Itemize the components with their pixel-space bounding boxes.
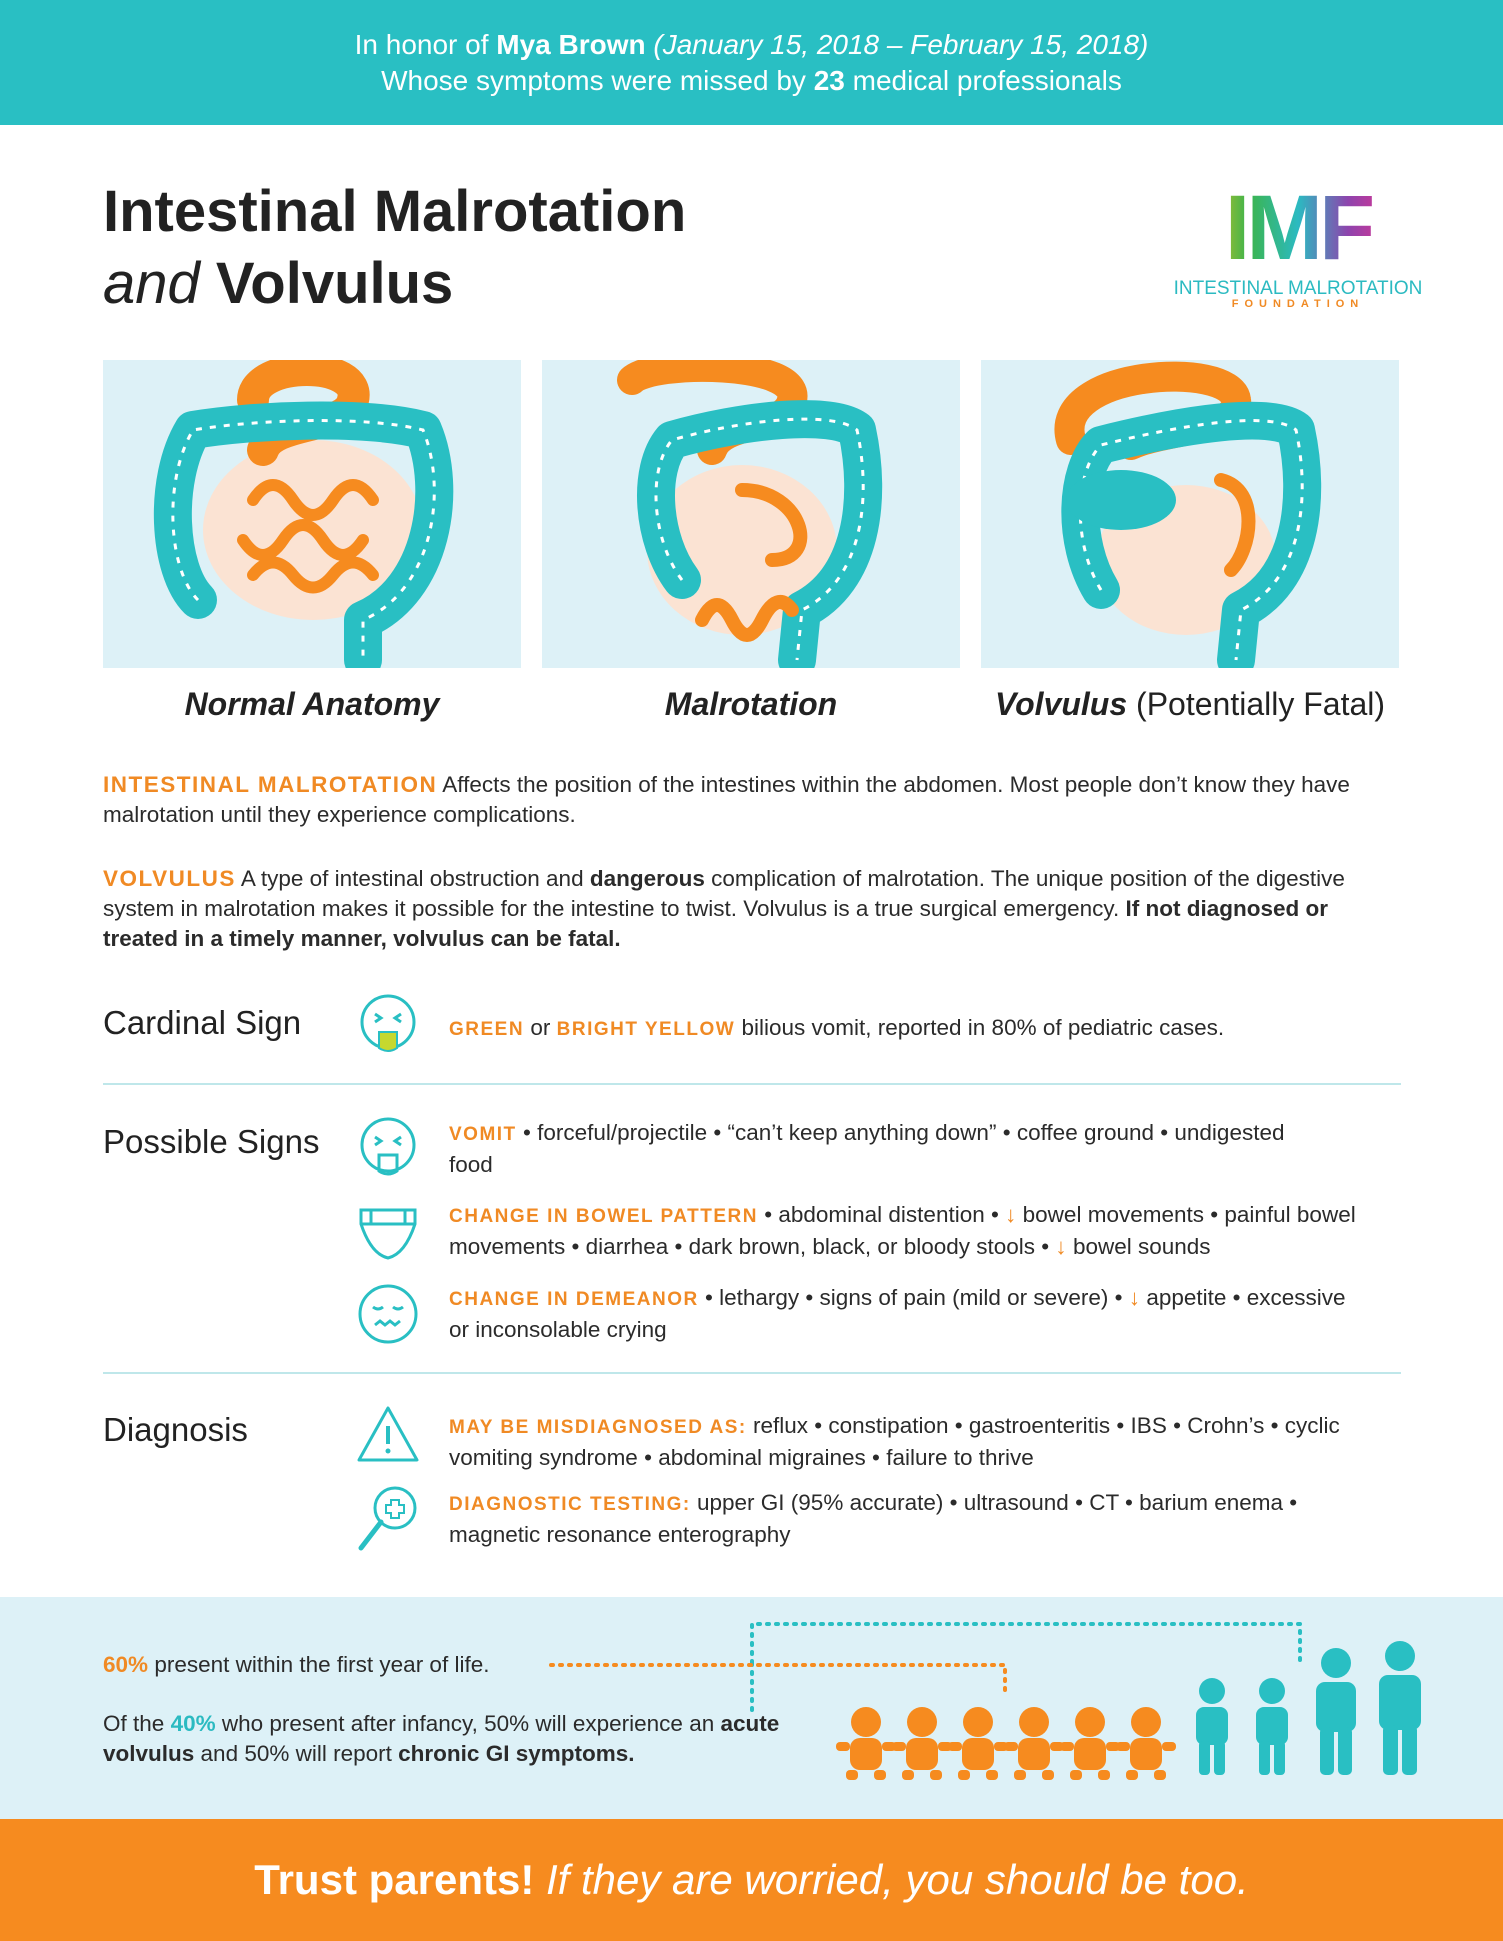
green-label: GREEN <box>449 1019 525 1040</box>
volvulus-label: Volvulus <box>994 686 1128 722</box>
vomit-face-icon <box>355 992 421 1058</box>
dedication-line-1 <box>0 0 1503 63</box>
down-arrow-icon: ↓ <box>1128 1285 1141 1310</box>
divider <box>103 1372 1401 1374</box>
bowel-text-2: bowel movements • painful bowel movements • diarrhea • dark brown, black, or bloody stools • <box>449 1202 1356 1259</box>
or-text: or <box>530 1015 551 1040</box>
cardinal-sign-title: Cardinal Sign <box>103 1004 302 1041</box>
footer-banner <box>0 1819 1503 1941</box>
bright-yellow-label: BRIGHT YELLOW <box>556 1019 736 1040</box>
vomit-icon <box>355 1115 421 1181</box>
normal-anatomy-label: Normal Anatomy <box>184 686 440 722</box>
volvulus-definition <box>103 864 1403 954</box>
normal-anatomy-illustration <box>103 360 521 668</box>
volvulus-term: VOLVULUS <box>103 866 236 891</box>
vomit-label: VOMIT <box>449 1124 517 1145</box>
imf-logo <box>1148 177 1448 310</box>
volvulus-text-2: complication of malrotation. The unique position of the digestive system in malrotation makes it possible for the intestine to twist. Volvulus is a true surgical emergency. <box>103 866 1345 921</box>
dedication-line2-suffix: medical professionals <box>852 65 1122 96</box>
normal-intestine-icon <box>103 360 521 668</box>
chronic-gi-symptoms: chronic GI symptoms <box>398 1741 629 1766</box>
title-volvulus: Volvulus <box>215 251 454 316</box>
infant-icons <box>836 1707 1176 1780</box>
demeanor-sign <box>449 1283 1349 1345</box>
bilious-vomit-text: bilious vomit, reported in 80% of pediatric cases. <box>741 1015 1225 1040</box>
dedication-line2-prefix: Whose symptoms were missed by <box>381 65 806 96</box>
misdiagnosed-label: MAY BE MISDIAGNOSED AS: <box>449 1417 747 1438</box>
down-arrow-icon: ↓ <box>1005 1202 1017 1227</box>
pct40-period: . <box>628 1741 635 1766</box>
title-line-2 <box>103 248 686 320</box>
magnifier-icon <box>355 1482 421 1556</box>
dedication-prefix: In honor of <box>354 29 489 60</box>
demeanor-text-2: appetite • excessive or inconsolable crying <box>449 1285 1346 1342</box>
pct60-value: 60% <box>103 1652 149 1677</box>
warning-icon <box>355 1402 421 1468</box>
malrotation-definition <box>103 770 1403 830</box>
honoree-dates: (January 15, 2018 – February 15, 2018) <box>653 29 1149 60</box>
pct40-and: and 50% will report <box>200 1741 392 1766</box>
malrotation-text: Affects the position of the intestines within the abdomen. Most people don’t know they have malrotation until they experience complications. <box>103 772 1350 827</box>
divider <box>103 1083 1401 1085</box>
malrotation-term: INTESTINAL MALROTATION <box>103 772 438 797</box>
volvulus-text-1: A type of intestinal obstruction and <box>240 866 584 891</box>
diaper-icon <box>355 1200 421 1266</box>
volvulus-intestine-icon <box>981 360 1399 668</box>
people-figures-graphic <box>0 1597 1503 1819</box>
stat-40-percent <box>103 1709 783 1769</box>
pct40-prefix: Of the <box>103 1711 165 1736</box>
logo-subtitle: FOUNDATION <box>1231 298 1365 310</box>
diagnostic-testing-item <box>449 1488 1389 1550</box>
professionals-count: 23 <box>813 65 845 96</box>
footer-italic: If they are worried, you should be too. <box>545 1856 1249 1903</box>
dedication-line-2 <box>0 63 1503 99</box>
statistics-band <box>0 1597 1503 1819</box>
honoree-name: Mya Brown <box>496 29 646 60</box>
bowel-text-1: • abdominal distention • <box>764 1202 999 1227</box>
volvulus-note: (Potentially Fatal) <box>1136 686 1386 722</box>
acute-volvulus: acute volvulus <box>103 1711 780 1766</box>
bowel-text-3: bowel sounds <box>1072 1234 1211 1259</box>
pct40-value: 40% <box>170 1711 216 1736</box>
title-and: and <box>103 251 200 316</box>
person-icons <box>1196 1641 1421 1775</box>
vomit-sign <box>449 1118 1289 1180</box>
footer-bold: Trust parents! <box>254 1856 535 1903</box>
malrotation-caption <box>531 682 971 726</box>
pct60-text: present within the first year of life. <box>154 1652 490 1677</box>
title-line-1: Intestinal Malrotation <box>103 179 687 244</box>
stat-60-percent <box>103 1650 489 1680</box>
bowel-pattern-sign <box>449 1200 1409 1262</box>
logo-name: INTESTINAL MALROTATION <box>1173 278 1423 299</box>
volvulus-caption <box>970 682 1410 726</box>
normal-anatomy-caption <box>92 682 532 726</box>
malrotation-illustration <box>542 360 960 668</box>
misdiagnosed-text: reflux • constipation • gastroenteritis • IBS • Crohn’s • cyclic vomiting syndrome • abdominal migraines • failure to thrive <box>449 1413 1340 1470</box>
page-title <box>103 176 686 320</box>
volvulus-warning: If not diagnosed or treated in a timely manner, volvulus can be fatal. <box>103 896 1329 951</box>
diagnostic-testing-label: DIAGNOSTIC TESTING: <box>449 1494 691 1515</box>
diagnostic-testing-text: upper GI (95% accurate) • ultrasound • CT • barium enema • magnetic resonance enterography <box>449 1490 1298 1547</box>
demeanor-text-1: • lethargy • signs of pain (mild or severe) • <box>705 1285 1123 1310</box>
down-arrow-icon: ↓ <box>1055 1234 1067 1259</box>
misdiagnosis-item <box>449 1411 1369 1473</box>
possible-signs-title: Possible Signs <box>103 1123 320 1160</box>
diagnosis-title: Diagnosis <box>103 1411 248 1448</box>
malrotation-label: Malrotation <box>664 686 838 722</box>
dedication-banner <box>0 0 1503 125</box>
logo-mark: IMF <box>1148 180 1448 276</box>
bowel-pattern-label: CHANGE IN BOWEL PATTERN <box>449 1206 758 1227</box>
demeanor-label: CHANGE IN DEMEANOR <box>449 1289 699 1310</box>
malrotation-intestine-icon <box>542 360 960 668</box>
cardinal-sign-text <box>449 1013 1409 1045</box>
sad-face-icon <box>355 1281 421 1347</box>
volvulus-illustration <box>981 360 1399 668</box>
pct40-text: who present after infancy, 50% will experience an <box>221 1711 715 1736</box>
vomit-text: • forceful/projectile • “can’t keep anything down” • coffee ground • undigested food <box>449 1120 1285 1177</box>
volvulus-dangerous: dangerous <box>589 866 705 891</box>
